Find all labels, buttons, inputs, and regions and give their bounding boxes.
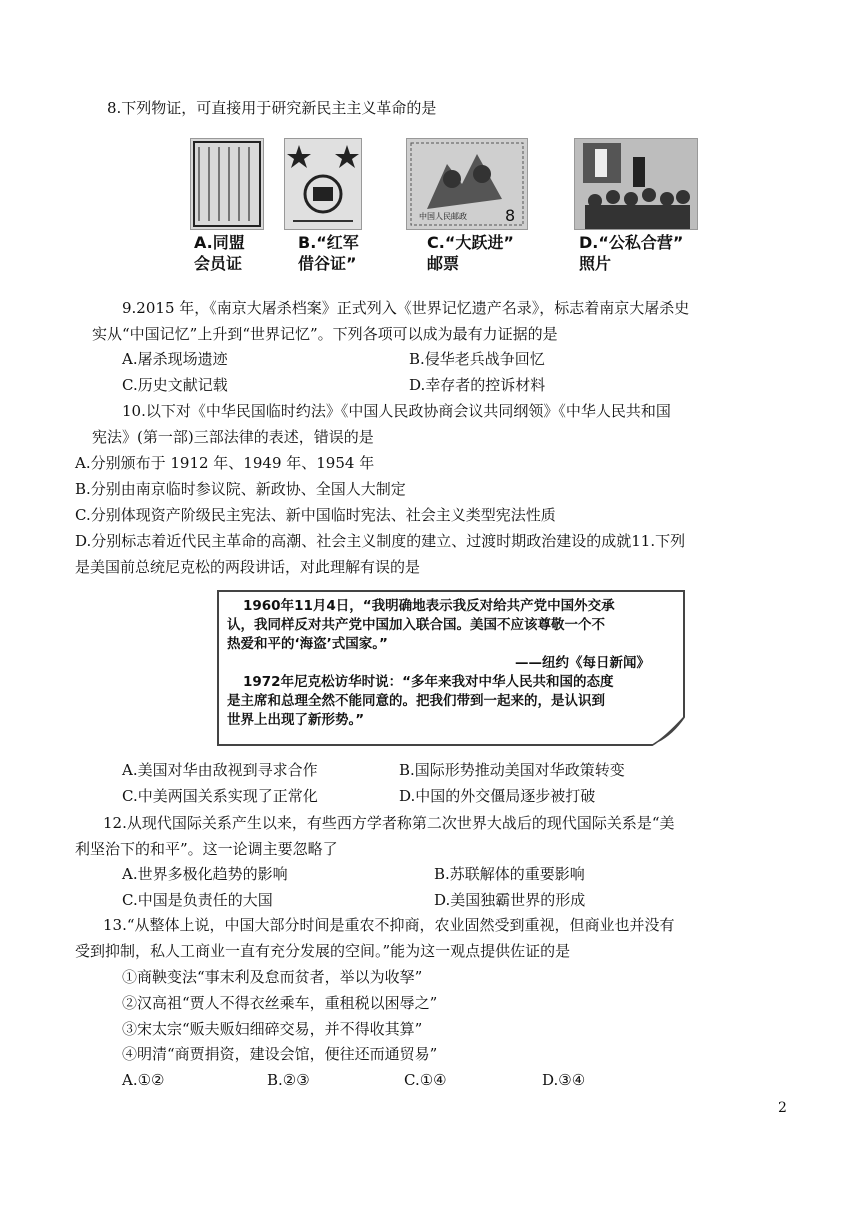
quote-line-1: 1960年11月4日，“我明确地表示我反对给共产党中国外交承	[243, 598, 615, 614]
q13-option-c: C.①④	[404, 1071, 447, 1089]
q9-option-a: A.屠杀现场遗迹	[122, 350, 228, 368]
q10-option-d: D.分别标志着近代民主革命的高潮、社会主义制度的建立、过渡时期政治建设的成就11.下列	[75, 532, 686, 550]
q9-option-b: B.侵华老兵战争回忆	[409, 350, 545, 368]
q10-option-b: B.分别由南京临时参议院、新政协、全国人大制定	[75, 480, 406, 498]
option-a-caption-line2: 会员证	[194, 254, 243, 273]
q13-item-3: ③宋太宗“贩夫贩妇细碎交易，并不得收其算”	[122, 1020, 423, 1038]
option-c-caption-line2: 邮票	[427, 254, 460, 273]
option-d-caption-line2: 照片	[579, 254, 612, 273]
membership-card-image	[190, 138, 264, 230]
q13-item-4: ④明清“商贾捐资，建设会馆，便往还而通贸易”	[122, 1045, 438, 1063]
option-d-caption	[579, 232, 683, 274]
great-leap-stamp-image	[406, 138, 528, 230]
q13-item-1: ①商鞅变法“事末利及怠而贫者，举以为收孥”	[122, 968, 423, 986]
q13-item-2: ②汉高祖“贾人不得衣丝乘车，重租税以困辱之”	[122, 994, 438, 1012]
page-curl-icon	[651, 716, 685, 746]
q12-line2: 利坚治下的和平”。这一论调主要忽略了	[75, 840, 338, 858]
q12-option-a: A.世界多极化趋势的影响	[122, 865, 288, 883]
q13-line1: 13.“从整体上说，中国大部分时间是重农不抑商，农业固然受到重视，但商业也并没有	[103, 916, 675, 934]
q11-option-c: C.中美两国关系实现了正常化	[122, 787, 318, 805]
q10-option-a: A.分别颁布于 1912 年、1949 年、1954 年	[75, 454, 375, 472]
q13-option-d: D.③④	[542, 1071, 586, 1089]
quote-line-3: 热爱和平的‘海盗’式国家。”	[227, 636, 388, 652]
quote-line-5: 1972年尼克松访华时说：“多年来我对中华人民共和国的态度	[243, 674, 614, 690]
q12-option-c: C.中国是负责任的大国	[122, 891, 273, 909]
q13-line2: 受到抑制，私人工商业一直有充分发展的空间。”能为这一观点提供佐证的是	[75, 942, 571, 960]
public-private-photo-image	[574, 138, 698, 230]
option-b-caption-line2: 借谷证”	[298, 254, 357, 273]
q11-option-a: A.美国对华由敌视到寻求合作	[122, 761, 318, 779]
option-b-caption-line1: B.“红军	[298, 233, 359, 252]
q12-option-d: D.美国独霸世界的形成	[434, 891, 586, 909]
q9-line2: 实从“中国记忆”上升到“世界记忆”。下列各项可以成为最有力证据的是	[92, 325, 558, 343]
q10-option-c: C.分别体现资产阶级民主宪法、新中国临时宪法、社会主义类型宪法性质	[75, 506, 556, 524]
q10-line1: 10.以下对《中华民国临时约法》《中国人民政协商会议共同纲领》《中华人民共和国	[122, 402, 671, 420]
quote-line-7: 世界上出现了新形势。”	[227, 712, 365, 728]
q9-option-d: D.幸存者的控诉材料	[409, 376, 546, 394]
q9-line1: 9.2015 年，《南京大屠杀档案》正式列入《世界记忆遗产名录》，标志着南京大屠杀史	[122, 299, 690, 317]
option-a-caption	[194, 232, 245, 274]
option-a-caption-line1: A.同盟	[194, 233, 245, 252]
q11-option-b: B.国际形势推动美国对华政策转变	[399, 761, 625, 779]
page-number: 2	[778, 1100, 787, 1116]
q12-option-b: B.苏联解体的重要影响	[434, 865, 585, 883]
stamp-value: 8	[505, 206, 516, 225]
quote-line-6: 是主席和总理全然不能同意的。把我们带到一起来的，是认识到	[227, 693, 605, 709]
nixon-quote-box	[217, 590, 685, 746]
option-b-caption	[298, 232, 359, 274]
q8-stem: 8.下列物证，可直接用于研究新民主主义革命的是	[107, 99, 437, 117]
stamp-text: 中国人民邮政	[419, 212, 467, 221]
q13-option-a: A.①②	[122, 1071, 165, 1089]
q13-option-b: B.②③	[267, 1071, 310, 1089]
option-c-caption-line1: C.“大跃进”	[427, 233, 514, 252]
q11-option-d: D.中国的外交僵局逐步被打破	[399, 787, 596, 805]
red-army-loan-certificate-image	[284, 138, 362, 230]
option-c-caption	[427, 232, 514, 274]
quote-source: ——纽约《每日新闻》	[515, 655, 650, 671]
q9-option-c: C.历史文献记载	[122, 376, 228, 394]
option-d-caption-line1: D.“公私合营”	[579, 233, 684, 252]
quote-line-2: 认，我同样反对共产党中国加入联合国。美国不应该尊敬一个不	[227, 617, 605, 633]
q12-line1: 12.从现代国际关系产生以来，有些西方学者称第二次世界大战后的现代国际关系是“美	[103, 814, 675, 832]
q10-line2: 宪法》(第一部)三部法律的表述，错误的是	[92, 428, 374, 446]
q11-line2: 是美国前总统尼克松的两段讲话，对此理解有误的是	[75, 558, 421, 576]
